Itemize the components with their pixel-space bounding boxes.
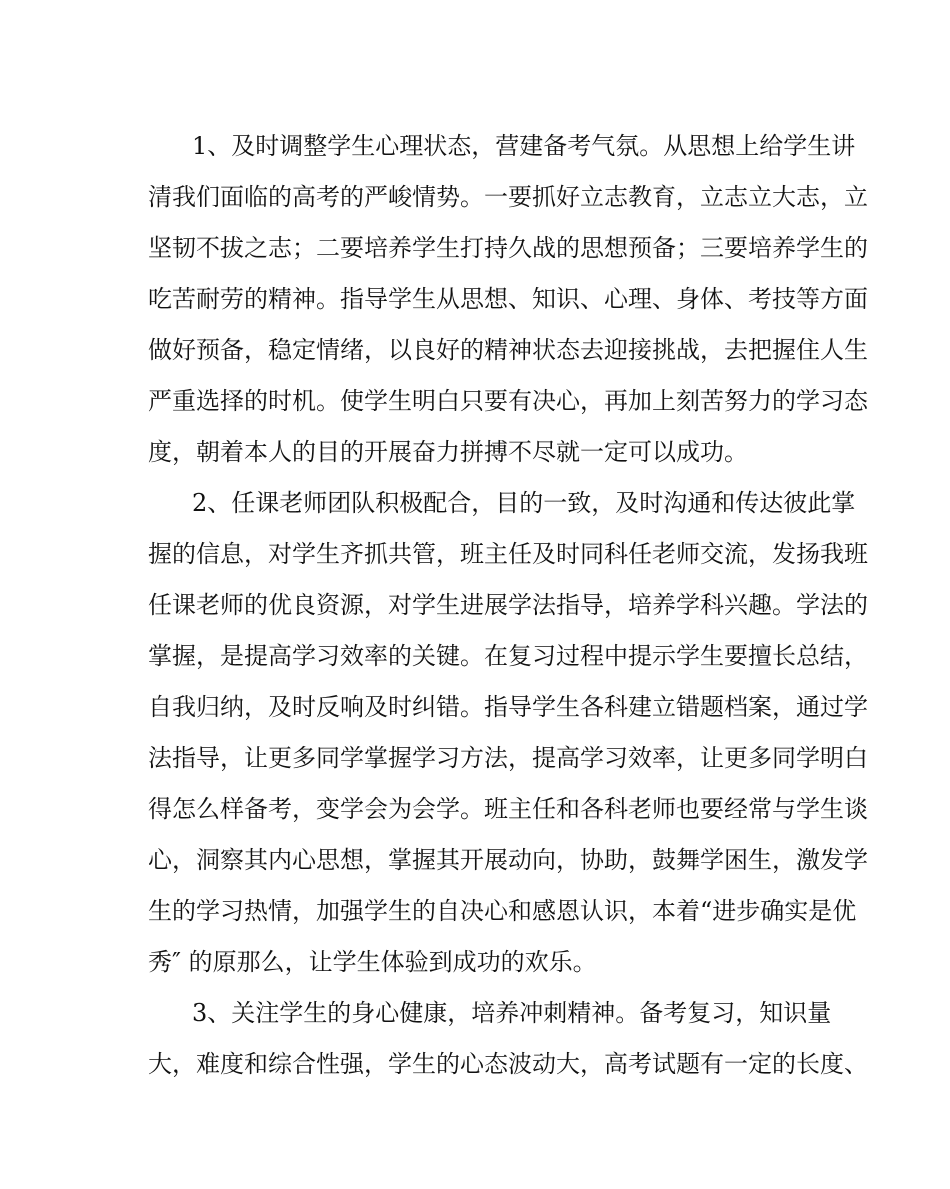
text-line: 2、任课老师团队积极配合，目的一致，及时沟通和传达彼此掌 [192,489,856,517]
text-line: 任课老师的优良资源，对学生进展学法指导，培养学科兴趣。学法的 [148,591,868,619]
text-line: 自我归纳，及时反响及时纠错。指导学生各科建立错题档案，通过学 [148,693,868,721]
text-line: 握的信息，对学生齐抓共管，班主任及时同科任老师交流，发扬我班 [148,540,868,568]
text-line: 严重选择的时机。使学生明白只要有决心，再加上刻苦努力的学习态 [148,387,868,415]
text-line: 3、关注学生的身心健康，培养冲刺精神。备考复习，知识量 [192,999,832,1027]
text-line: 吃苦耐劳的精神。指导学生从思想、知识、心理、身体、考技等方面 [148,285,868,313]
text-line: 秀″ 的原那么，让学生体验到成功的欢乐。 [148,948,597,976]
text-line: 掌握，是提高学习效率的关键。在复习过程中提示学生要擅长总结， [148,642,868,670]
text-line: 做好预备，稳定情绪，以良好的精神状态去迎接挑战，去把握住人生 [148,336,868,364]
text-line: 法指导，让更多同学掌握学习方法，提高学习效率，让更多同学明白 [148,744,868,772]
text-line: 坚韧不拔之志；二要培养学生打持久战的思想预备；三要培养学生的 [148,234,868,262]
text-line: 1、及时调整学生心理状态，营建备考气氛。从思想上给学生讲 [192,132,856,160]
text-line: 大，难度和综合性强，学生的心态波动大，高考试题有一定的长度、 [148,1050,868,1078]
text-line: 心，洞察其内心思想，掌握其开展动向，协助，鼓舞学困生，激发学 [148,846,868,874]
text-line: 生的学习热情，加强学生的自决心和感恩认识，本着“进步确实是优 [148,897,857,925]
text-line: 度，朝着本人的目的开展奋力拼搏不尽就一定可以成功。 [148,438,748,466]
text-line: 清我们面临的高考的严峻情势。一要抓好立志教育，立志立大志，立 [148,183,868,211]
text-line: 得怎么样备考，变学会为会学。班主任和各科老师也要经常与学生谈 [148,795,868,823]
